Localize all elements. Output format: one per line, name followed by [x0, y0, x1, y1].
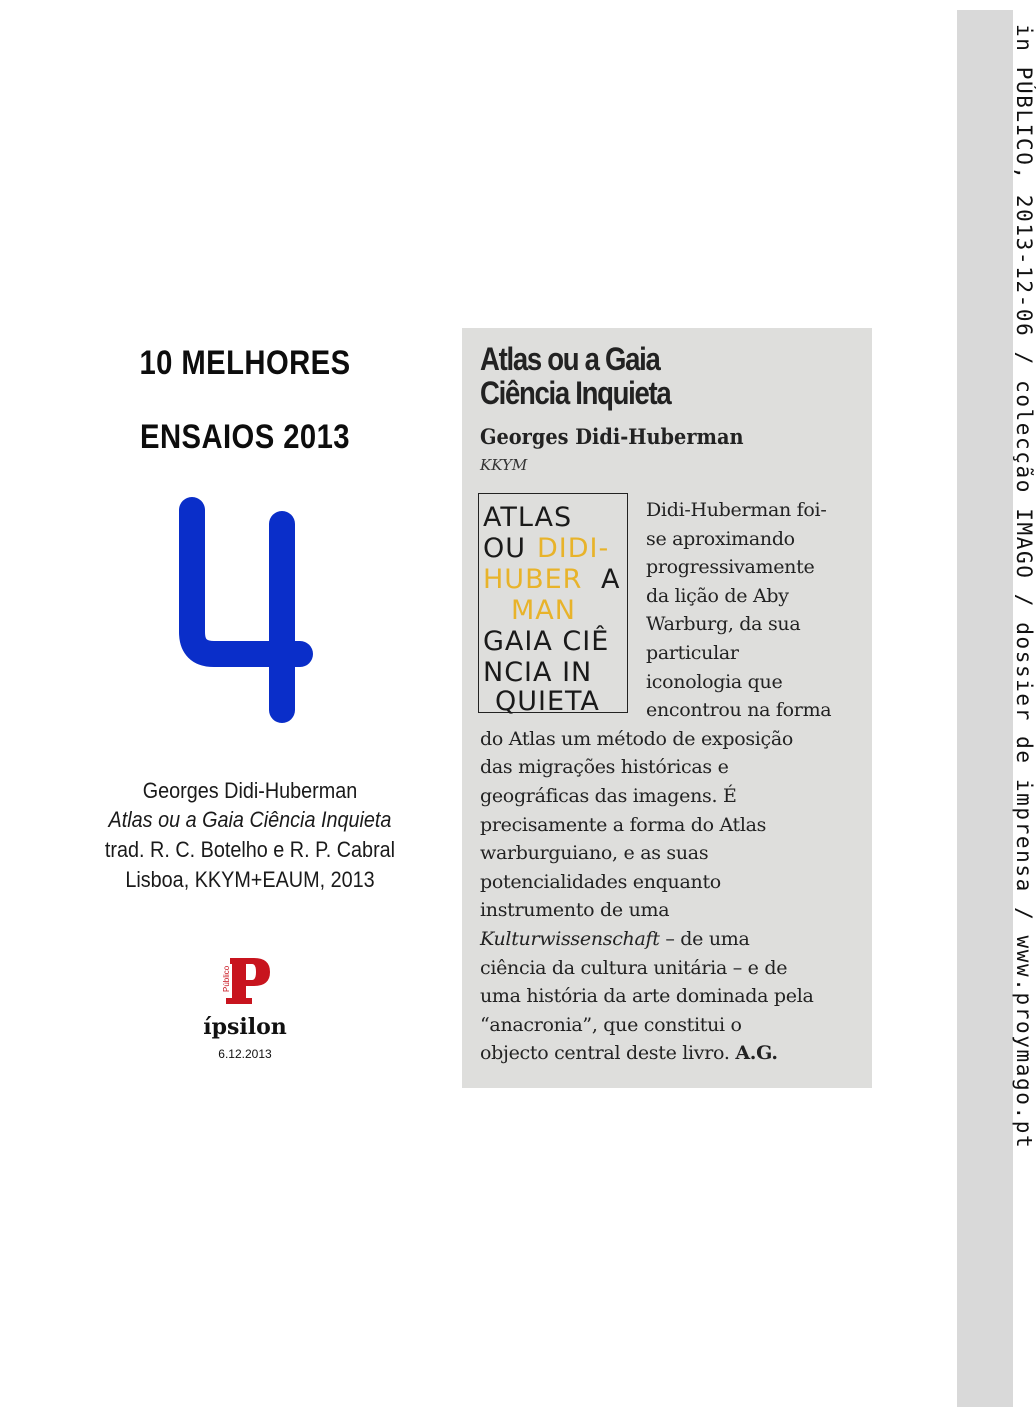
- heading-line-1: 10 MELHORES: [139, 344, 351, 382]
- publico-logo-small-text: Público: [222, 965, 231, 992]
- heading-line-2: ENSAIOS 2013: [140, 418, 350, 456]
- cover-word-a: A: [601, 564, 621, 595]
- body-line: das migrações históricas e: [480, 756, 729, 779]
- clipping-title-line-1: Atlas ou a Gaia: [480, 341, 660, 377]
- clipping-publisher: KKYM: [480, 456, 528, 474]
- cover-word-ncia: NCIA IN: [483, 657, 593, 688]
- body-line-final: objecto central deste livro.: [480, 1042, 730, 1065]
- body-line: “anacronia”, que constitui o: [480, 1013, 742, 1036]
- body-line: do Atlas um método de exposição: [480, 727, 794, 750]
- body-line: progressivamente: [646, 556, 815, 579]
- body-line: particular: [646, 641, 739, 664]
- book-title: Atlas ou a Gaia Ciência Inquieta: [108, 807, 392, 832]
- publico-logo-icon: [222, 952, 278, 1008]
- clipping-title: [480, 342, 807, 410]
- side-banner: [957, 10, 1013, 1407]
- body-line: warburguiano, e as suas: [480, 842, 709, 865]
- reviewer-initials: A.G.: [735, 1042, 778, 1065]
- body-line: Didi-Huberman foi-: [646, 499, 827, 521]
- cover-word-quieta: QUIETA: [495, 686, 600, 717]
- body-line-tail: – de uma: [659, 927, 750, 950]
- cover-word-huber: HUBER: [483, 564, 583, 595]
- cover-word-ou: OU: [483, 533, 527, 564]
- cover-word-man: MAN: [511, 595, 576, 626]
- clipping-title-line-2: Ciência Inquieta: [480, 375, 671, 411]
- body-line: uma história da arte dominada pela: [480, 985, 814, 1008]
- cover-word-atlas: ATLAS: [483, 502, 573, 533]
- clipping-author: Georges Didi-Huberman: [480, 424, 744, 449]
- body-italic-term: Kulturwissenschaft: [480, 927, 660, 950]
- body-line: instrumento de uma: [480, 899, 670, 922]
- publication-date: 6.12.2013: [218, 1047, 272, 1061]
- body-line: da lição de Aby: [646, 584, 789, 607]
- rank-number: [170, 490, 320, 722]
- body-line: precisamente a forma do Atlas: [480, 813, 767, 836]
- side-banner-text: in PÚBLICO, 2013-12-06 / colecção IMAGO / dossier de imprensa / www.proymago.pt: [1012, 24, 1036, 1150]
- body-line: [480, 1039, 860, 1068]
- book-publication: Lisboa, KKYM+EAUM, 2013: [125, 867, 375, 892]
- body-line: Warburg, da sua: [646, 613, 801, 636]
- book-translation: trad. R. C. Botelho e R. P. Cabral: [104, 837, 396, 862]
- book-author: Georges Didi-Huberman: [142, 778, 358, 803]
- clipping-body: [480, 496, 860, 1068]
- cover-word-gaia: GAIA CIÊ: [483, 626, 610, 657]
- body-line: encontrou na forma: [646, 699, 832, 722]
- newspaper-clipping: [462, 328, 872, 1088]
- body-line: se aproximando: [646, 527, 795, 550]
- cover-word-didi: DIDI-: [537, 533, 610, 564]
- ipsilon-logo-text: ípsilon: [203, 1014, 287, 1040]
- body-line: ciência da cultura unitária – e de: [480, 956, 788, 979]
- body-line: geográficas das imagens. É: [480, 784, 737, 807]
- body-line: iconologia que: [646, 670, 783, 693]
- body-line: potencialidades enquanto: [480, 870, 721, 893]
- body-line: [480, 925, 860, 954]
